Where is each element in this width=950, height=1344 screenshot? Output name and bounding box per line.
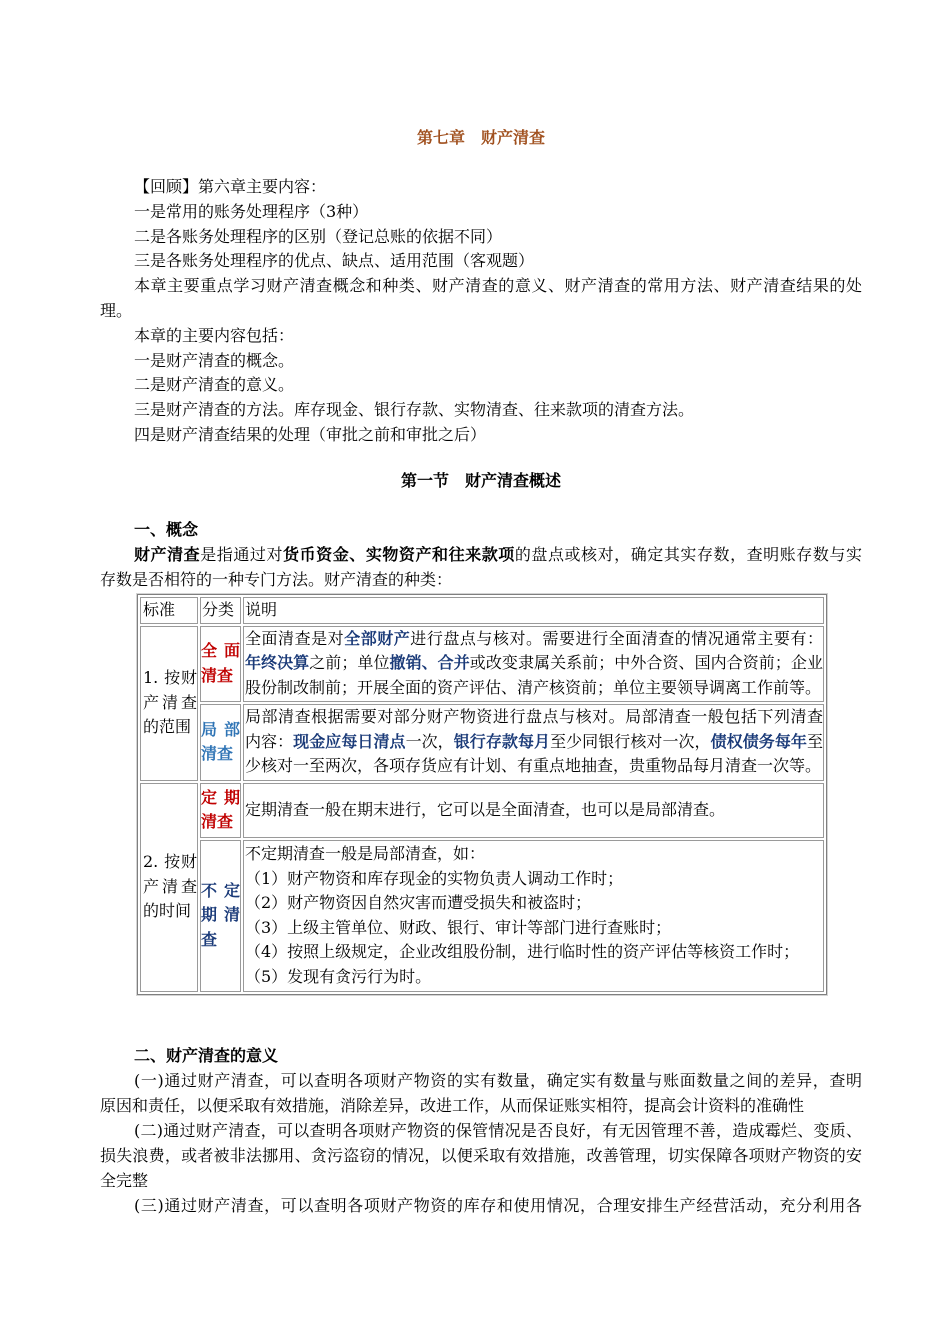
review-line: 三是各账务处理程序的优点、缺点、适用范围（客观题） xyxy=(134,251,535,271)
term-highlight: 全部财产 xyxy=(344,628,411,648)
text-segment: 内容： xyxy=(245,731,294,751)
term-highlight: 银行存款每月 xyxy=(453,731,551,751)
review-line: 四是财产清查结果的处理（审批之前和审批之后） xyxy=(134,424,487,444)
category-full-check: 全面清查 xyxy=(200,626,241,702)
description-line: （2）财产物资因自然灾害而遭受损失和被盗时； xyxy=(245,893,592,912)
text-segment: 全面清查是对 xyxy=(245,628,345,648)
term-highlight: 债权债务每年 xyxy=(710,731,807,751)
chapter-title: 第七章 财产清查 xyxy=(416,128,545,147)
review-line: 本章主要重点学习财产清查概念和种类、财产清查的意义、财产清查的常用方法、财产清查结果的处 xyxy=(134,276,862,296)
description-irregular-check xyxy=(243,840,824,992)
table-row xyxy=(140,626,824,702)
description-line: 定期清查一般在期末进行，它可以是全面清查，也可以是局部清查。 xyxy=(245,799,726,819)
review-line: 三是财产清查的方法。库存现金、银行存款、实物清查、往来款项的清查方法。 xyxy=(134,400,695,420)
text-segment: 一次， xyxy=(405,731,454,751)
concept-heading: 一、概念 xyxy=(134,520,199,539)
term-highlight: 现金应每日清点 xyxy=(293,731,406,751)
text-segment: 之前；单位 xyxy=(309,653,390,673)
description-line: （1）财产物资和库存现金的实物负责人调动工作时； xyxy=(245,868,624,888)
text-segment: 或改变隶属关系前；中外合资、国内合资前；企业 xyxy=(469,653,823,673)
description-line: （3）上级主管单位、财政、银行、审计等部门进行查账时； xyxy=(245,917,672,937)
text-segment: 至少同银行核对一次， xyxy=(550,731,711,751)
significance-line: 原因和责任，以便采取有效措施，消除差异，改进工作，从而保证账实相符，提高会计资料的准确性 xyxy=(100,1096,805,1115)
review-line: 理。 xyxy=(100,300,133,320)
table-row xyxy=(140,783,824,838)
description-partial-check xyxy=(243,704,824,781)
description-line: 股份制改制前；开展全面的资产评估、清产核资前；单位主要领导调离工作前等。 xyxy=(245,677,822,697)
text-segment: 的盘点或核对，确定其实存数，查明账存数与实 xyxy=(514,544,862,564)
description-line xyxy=(245,651,823,676)
significance-line: (三)通过财产清查，可以查明各项财产物资的库存和使用情况，合理安排生产经营活动，充分利用各 xyxy=(134,1196,862,1215)
description-line: （5）发现有贪污行为时。 xyxy=(245,966,432,986)
term-highlight: 财产清查 xyxy=(134,544,201,564)
concept-line: 存数是否相符的一种专门方法。财产清查的种类： xyxy=(100,569,453,589)
text-segment: 至 xyxy=(806,731,823,751)
standard-by-scope: 1. 按财产清查的范围 xyxy=(140,626,198,781)
category-irregular-check: 不定期清查 xyxy=(200,840,241,992)
concept-line xyxy=(100,543,862,568)
review-line: 一是常用的账务处理程序（3种） xyxy=(134,201,369,221)
text-segment: 进行盘点与核对。需要进行全面清查的情况通常主要有： xyxy=(410,628,823,648)
description-line xyxy=(245,730,823,755)
category-periodic-check: 定期清查 xyxy=(200,783,241,838)
term-highlight: 撤销、合并 xyxy=(389,653,470,673)
standard-by-time: 2. 按财产清查的时间 xyxy=(140,783,198,992)
significance-line: (二)通过财产清查，可以查明各项财产物资的保管情况是否良好，有无因管理不善，造成霉烂、变质、 xyxy=(134,1121,862,1140)
section-title: 第一节 财产清查概述 xyxy=(400,471,561,490)
term-highlight: 年终决算 xyxy=(245,653,310,673)
significance-line: 损失浪费，或者被非法挪用、贪污盗窃的情况，以便采取有效措施，改善管理，切实保障各项财产物资的安 xyxy=(100,1146,862,1165)
description-line: 局部清查根据需要对部分财产物资进行盘点与核对。局部清查一般包括下列清查 xyxy=(245,707,823,727)
table-header-row xyxy=(140,597,824,624)
description-periodic-check xyxy=(243,783,824,838)
header-standard: 标准 xyxy=(140,597,198,624)
category-partial-check: 局部清查 xyxy=(200,704,241,781)
concept-section xyxy=(100,518,862,592)
significance-section xyxy=(100,1043,862,1218)
text-segment: 是指通过对 xyxy=(200,544,284,564)
significance-line: (一)通过财产清查，可以查明各项财产物资的实有数量，确定实有数量与账面数量之间的差异，查明 xyxy=(134,1071,862,1090)
review-section xyxy=(100,175,862,448)
table-row xyxy=(140,704,824,781)
description-line xyxy=(245,627,823,652)
header-category: 分类 xyxy=(200,597,241,624)
description-line: （4）按照上级规定，企业改组股份制，进行临时性的资产评估等核资工作时； xyxy=(245,942,800,961)
description-full-check xyxy=(243,626,824,702)
inventory-types-table xyxy=(137,594,827,995)
description-line: 少核对一至两次，各项存货应有计划、有重点地抽查，贵重物品每月清查一次等。 xyxy=(245,756,822,776)
review-line: 二是各账务处理程序的区别（登记总账的依据不同） xyxy=(134,226,503,246)
term-highlight: 货币资金、实物资产和往来款项 xyxy=(283,544,515,564)
description-line: 不定期清查一般是局部清查，如： xyxy=(245,844,486,863)
table-row xyxy=(140,840,824,992)
header-description: 说明 xyxy=(243,597,824,624)
significance-heading: 二、财产清查的意义 xyxy=(134,1046,279,1065)
significance-line: 全完整 xyxy=(100,1171,149,1190)
review-line: 本章的主要内容包括： xyxy=(134,325,295,345)
review-line: 【回顾】第六章主要内容： xyxy=(134,177,327,196)
review-line: 一是财产清查的概念。 xyxy=(134,350,295,370)
review-line: 二是财产清查的意义。 xyxy=(134,375,295,395)
